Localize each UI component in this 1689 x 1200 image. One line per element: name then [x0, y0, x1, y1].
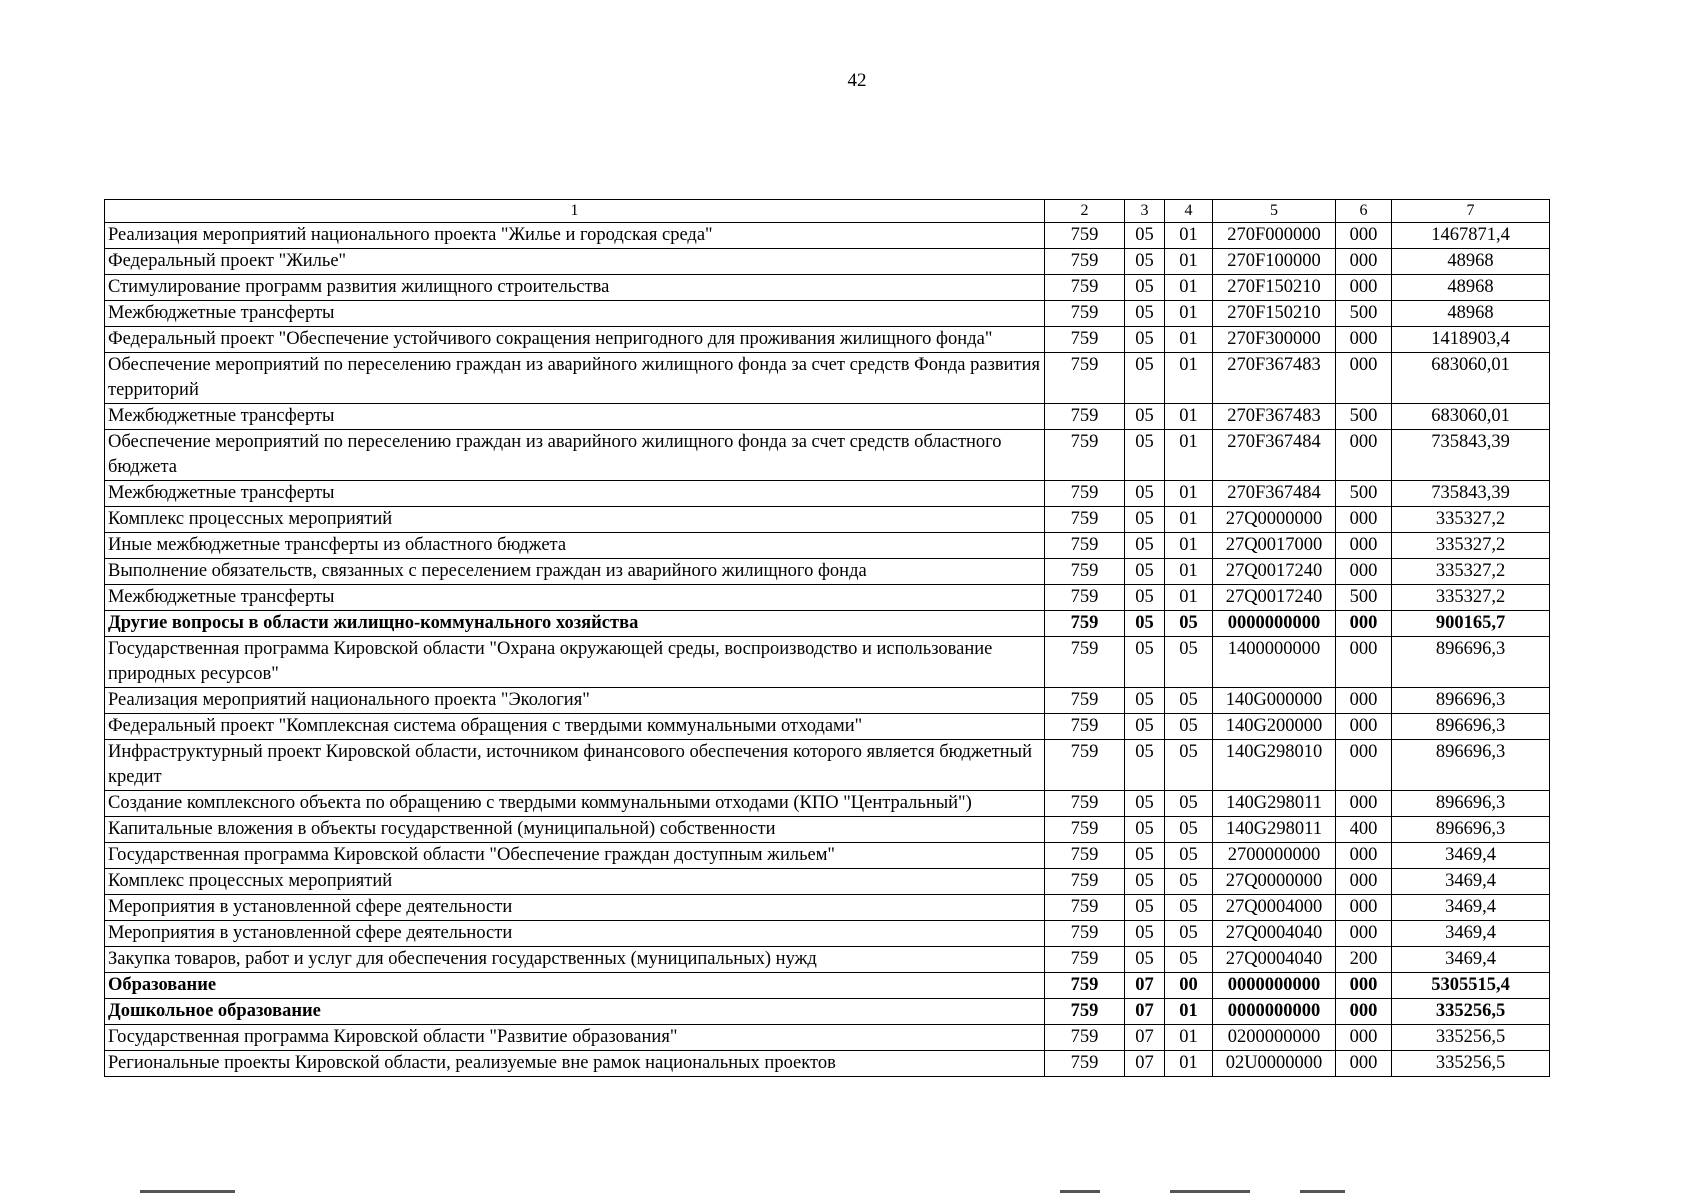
row-col2: 759: [1045, 843, 1125, 869]
row-col3: 05: [1125, 817, 1165, 843]
row-col3: 07: [1125, 1051, 1165, 1077]
row-col5: 0000000000: [1213, 611, 1336, 637]
table-row: [105, 637, 1550, 688]
row-col7: 3469,4: [1392, 869, 1550, 895]
row-col6: 000: [1336, 1025, 1392, 1051]
row-col4: 01: [1165, 1051, 1213, 1077]
row-name: Обеспечение мероприятий по переселению граждан из аварийного жилищного фонда за счет средств областного бюджета: [105, 430, 1045, 481]
row-col2: 759: [1045, 404, 1125, 430]
row-col7: 896696,3: [1392, 791, 1550, 817]
row-name: Комплекс процессных мероприятий: [105, 507, 1045, 533]
row-col2: 759: [1045, 533, 1125, 559]
row-col3: 05: [1125, 430, 1165, 481]
row-col4: 01: [1165, 481, 1213, 507]
row-name: Федеральный проект "Обеспечение устойчивого сокращения непригодного для проживания жилищного фонда": [105, 327, 1045, 353]
row-col7: 1418903,4: [1392, 327, 1550, 353]
row-col4: 05: [1165, 817, 1213, 843]
row-name: Реализация мероприятий национального проекта "Жилье и городская среда": [105, 223, 1045, 249]
row-col3: 05: [1125, 249, 1165, 275]
row-col2: 759: [1045, 327, 1125, 353]
row-col3: 05: [1125, 481, 1165, 507]
row-col3: 05: [1125, 843, 1165, 869]
row-col3: 05: [1125, 353, 1165, 404]
row-col5: 0000000000: [1213, 999, 1336, 1025]
row-col2: 759: [1045, 249, 1125, 275]
row-col5: 27Q0004040: [1213, 947, 1336, 973]
row-name: Комплекс процессных мероприятий: [105, 869, 1045, 895]
row-col2: 759: [1045, 740, 1125, 791]
row-col2: 759: [1045, 507, 1125, 533]
row-col4: 01: [1165, 430, 1213, 481]
row-col2: 759: [1045, 637, 1125, 688]
row-name: Капитальные вложения в объекты государственной (муниципальной) собственности: [105, 817, 1045, 843]
row-col2: 759: [1045, 430, 1125, 481]
table-row: [105, 275, 1550, 301]
row-col6: 000: [1336, 430, 1392, 481]
row-col5: 27Q0017240: [1213, 585, 1336, 611]
row-col7: 735843,39: [1392, 481, 1550, 507]
row-col7: 335327,2: [1392, 507, 1550, 533]
row-col6: 000: [1336, 688, 1392, 714]
row-col5: 27Q0000000: [1213, 869, 1336, 895]
row-col7: 896696,3: [1392, 637, 1550, 688]
row-col5: 1400000000: [1213, 637, 1336, 688]
column-header-2: 2: [1045, 200, 1125, 223]
row-col6: 000: [1336, 740, 1392, 791]
row-name: Межбюджетные трансферты: [105, 404, 1045, 430]
row-col5: 140G200000: [1213, 714, 1336, 740]
row-col4: 01: [1165, 327, 1213, 353]
row-col7: 1467871,4: [1392, 223, 1550, 249]
row-col7: 900165,7: [1392, 611, 1550, 637]
row-col7: 5305515,4: [1392, 973, 1550, 999]
row-col7: 335256,5: [1392, 1051, 1550, 1077]
row-col6: 000: [1336, 249, 1392, 275]
row-col5: 0200000000: [1213, 1025, 1336, 1051]
row-col7: 896696,3: [1392, 688, 1550, 714]
table-row: [105, 430, 1550, 481]
row-col4: 01: [1165, 301, 1213, 327]
column-header-3: 3: [1125, 200, 1165, 223]
row-col4: 05: [1165, 791, 1213, 817]
row-col2: 759: [1045, 559, 1125, 585]
table-row: [105, 817, 1550, 843]
row-col6: 000: [1336, 327, 1392, 353]
table-row: [105, 249, 1550, 275]
row-col7: 48968: [1392, 275, 1550, 301]
row-col2: 759: [1045, 1025, 1125, 1051]
row-col5: 27Q0004000: [1213, 895, 1336, 921]
table-row: [105, 895, 1550, 921]
row-name: Мероприятия в установленной сфере деятельности: [105, 921, 1045, 947]
row-col6: 000: [1336, 507, 1392, 533]
row-col5: 270F300000: [1213, 327, 1336, 353]
row-col7: 3469,4: [1392, 947, 1550, 973]
row-col6: 000: [1336, 869, 1392, 895]
table-row: [105, 481, 1550, 507]
table-row: [105, 1051, 1550, 1077]
row-col2: 759: [1045, 714, 1125, 740]
row-col4: 05: [1165, 895, 1213, 921]
row-col4: 01: [1165, 404, 1213, 430]
row-col7: 3469,4: [1392, 843, 1550, 869]
table-row: [105, 533, 1550, 559]
row-col3: 05: [1125, 559, 1165, 585]
row-col4: 01: [1165, 223, 1213, 249]
row-col3: 05: [1125, 275, 1165, 301]
row-col3: 05: [1125, 688, 1165, 714]
row-col5: 140G000000: [1213, 688, 1336, 714]
row-col3: 05: [1125, 404, 1165, 430]
row-col4: 05: [1165, 637, 1213, 688]
row-col5: 270F150210: [1213, 301, 1336, 327]
table-body: [105, 223, 1550, 1077]
row-col4: 05: [1165, 740, 1213, 791]
column-header-7: 7: [1392, 200, 1550, 223]
row-col6: 400: [1336, 817, 1392, 843]
row-col5: 140G298010: [1213, 740, 1336, 791]
row-col5: 140G298011: [1213, 817, 1336, 843]
budget-table: [104, 199, 1550, 1077]
row-col5: 2700000000: [1213, 843, 1336, 869]
row-name: Иные межбюджетные трансферты из областного бюджета: [105, 533, 1045, 559]
row-col5: 270F367484: [1213, 430, 1336, 481]
table-row: [105, 973, 1550, 999]
row-col6: 500: [1336, 404, 1392, 430]
row-col6: 000: [1336, 559, 1392, 585]
row-col7: 735843,39: [1392, 430, 1550, 481]
row-col3: 07: [1125, 973, 1165, 999]
row-col7: 335327,2: [1392, 585, 1550, 611]
row-col6: 000: [1336, 1051, 1392, 1077]
row-col4: 01: [1165, 999, 1213, 1025]
row-col5: 02U0000000: [1213, 1051, 1336, 1077]
row-col3: 05: [1125, 637, 1165, 688]
row-col7: 683060,01: [1392, 353, 1550, 404]
row-col4: 01: [1165, 533, 1213, 559]
row-col5: 270F100000: [1213, 249, 1336, 275]
row-col2: 759: [1045, 895, 1125, 921]
row-col3: 05: [1125, 611, 1165, 637]
row-name: Другие вопросы в области жилищно-коммунального хозяйства: [105, 611, 1045, 637]
row-col4: 05: [1165, 921, 1213, 947]
scan-edge-marks: [0, 1190, 1689, 1200]
row-name: Государственная программа Кировской области "Развитие образования": [105, 1025, 1045, 1051]
row-col4: 01: [1165, 275, 1213, 301]
row-col2: 759: [1045, 611, 1125, 637]
row-col7: 335256,5: [1392, 1025, 1550, 1051]
row-col2: 759: [1045, 999, 1125, 1025]
header-row: [105, 200, 1550, 223]
row-col6: 000: [1336, 637, 1392, 688]
row-col2: 759: [1045, 481, 1125, 507]
row-col4: 01: [1165, 1025, 1213, 1051]
row-col2: 759: [1045, 947, 1125, 973]
row-name: Закупка товаров, работ и услуг для обеспечения государственных (муниципальных) нужд: [105, 947, 1045, 973]
table-row: [105, 585, 1550, 611]
table-row: [105, 353, 1550, 404]
row-col4: 01: [1165, 507, 1213, 533]
row-col3: 05: [1125, 533, 1165, 559]
row-col5: 270F150210: [1213, 275, 1336, 301]
row-col3: 05: [1125, 327, 1165, 353]
row-col6: 000: [1336, 353, 1392, 404]
row-col2: 759: [1045, 688, 1125, 714]
table-row: [105, 404, 1550, 430]
row-name: Федеральный проект "Жилье": [105, 249, 1045, 275]
row-col2: 759: [1045, 353, 1125, 404]
row-col5: 27Q0000000: [1213, 507, 1336, 533]
row-col7: 896696,3: [1392, 817, 1550, 843]
row-col3: 05: [1125, 895, 1165, 921]
row-col6: 000: [1336, 895, 1392, 921]
row-col3: 05: [1125, 301, 1165, 327]
row-col6: 000: [1336, 843, 1392, 869]
table-row: [105, 559, 1550, 585]
row-name: Мероприятия в установленной сфере деятельности: [105, 895, 1045, 921]
row-col7: 48968: [1392, 301, 1550, 327]
row-col2: 759: [1045, 921, 1125, 947]
row-col6: 000: [1336, 611, 1392, 637]
row-col4: 01: [1165, 353, 1213, 404]
table-row: [105, 999, 1550, 1025]
table-row: [105, 507, 1550, 533]
row-col5: 140G298011: [1213, 791, 1336, 817]
table-row: [105, 223, 1550, 249]
row-col4: 00: [1165, 973, 1213, 999]
row-col6: 200: [1336, 947, 1392, 973]
row-name: Создание комплексного объекта по обращению с твердыми коммунальными отходами (КПО "Центральный"): [105, 791, 1045, 817]
row-col7: 48968: [1392, 249, 1550, 275]
row-col7: 683060,01: [1392, 404, 1550, 430]
table-row: [105, 611, 1550, 637]
row-name: Стимулирование программ развития жилищного строительства: [105, 275, 1045, 301]
row-col3: 05: [1125, 740, 1165, 791]
row-col6: 000: [1336, 223, 1392, 249]
row-col6: 000: [1336, 275, 1392, 301]
row-name: Межбюджетные трансферты: [105, 301, 1045, 327]
column-header-4: 4: [1165, 200, 1213, 223]
row-col2: 759: [1045, 585, 1125, 611]
column-header-6: 6: [1336, 200, 1392, 223]
row-col4: 05: [1165, 688, 1213, 714]
row-col4: 05: [1165, 714, 1213, 740]
column-header-1: 1: [105, 200, 1045, 223]
row-col2: 759: [1045, 1051, 1125, 1077]
row-col6: 000: [1336, 999, 1392, 1025]
row-col2: 759: [1045, 223, 1125, 249]
row-col4: 01: [1165, 559, 1213, 585]
row-col6: 000: [1336, 791, 1392, 817]
row-col5: 270F000000: [1213, 223, 1336, 249]
row-name: Межбюджетные трансферты: [105, 585, 1045, 611]
row-col5: 270F367483: [1213, 404, 1336, 430]
row-col2: 759: [1045, 869, 1125, 895]
row-col7: 335327,2: [1392, 559, 1550, 585]
table-row: [105, 947, 1550, 973]
row-col6: 000: [1336, 973, 1392, 999]
row-name: Реализация мероприятий национального проекта "Экология": [105, 688, 1045, 714]
row-col7: 3469,4: [1392, 895, 1550, 921]
row-col7: 335327,2: [1392, 533, 1550, 559]
row-col4: 01: [1165, 585, 1213, 611]
row-col2: 759: [1045, 973, 1125, 999]
row-col7: 896696,3: [1392, 714, 1550, 740]
row-col5: 270F367483: [1213, 353, 1336, 404]
page-number: 42: [847, 70, 867, 91]
row-col3: 05: [1125, 791, 1165, 817]
table-row: [105, 688, 1550, 714]
row-col2: 759: [1045, 791, 1125, 817]
row-col3: 05: [1125, 507, 1165, 533]
row-col2: 759: [1045, 301, 1125, 327]
row-col7: 335256,5: [1392, 999, 1550, 1025]
row-col5: 270F367484: [1213, 481, 1336, 507]
row-name: Региональные проекты Кировской области, реализуемые вне рамок национальных проектов: [105, 1051, 1045, 1077]
table-row: [105, 301, 1550, 327]
row-col3: 07: [1125, 1025, 1165, 1051]
table-row: [105, 869, 1550, 895]
row-name: Обеспечение мероприятий по переселению граждан из аварийного жилищного фонда за счет средств Фонда развития территорий: [105, 353, 1045, 404]
row-col3: 05: [1125, 869, 1165, 895]
table-row: [105, 327, 1550, 353]
row-col3: 05: [1125, 921, 1165, 947]
table-row: [105, 740, 1550, 791]
table-row: [105, 843, 1550, 869]
row-col5: 27Q0017240: [1213, 559, 1336, 585]
row-col2: 759: [1045, 817, 1125, 843]
row-col3: 05: [1125, 585, 1165, 611]
row-col5: 27Q0017000: [1213, 533, 1336, 559]
row-name: Инфраструктурный проект Кировской области, источником финансового обеспечения которого является бюджетный кредит: [105, 740, 1045, 791]
row-col5: 27Q0004040: [1213, 921, 1336, 947]
column-header-5: 5: [1213, 200, 1336, 223]
table-row: [105, 921, 1550, 947]
row-col3: 05: [1125, 714, 1165, 740]
row-col3: 05: [1125, 947, 1165, 973]
row-col2: 759: [1045, 275, 1125, 301]
row-name: Государственная программа Кировской области "Обеспечение граждан доступным жильем": [105, 843, 1045, 869]
row-col3: 07: [1125, 999, 1165, 1025]
row-name: Государственная программа Кировской области "Охрана окружающей среды, воспроизводство и использование природных ресурсов": [105, 637, 1045, 688]
row-col4: 05: [1165, 611, 1213, 637]
row-name: Образование: [105, 973, 1045, 999]
table-row: [105, 714, 1550, 740]
row-name: Межбюджетные трансферты: [105, 481, 1045, 507]
row-col5: 0000000000: [1213, 973, 1336, 999]
row-col7: 896696,3: [1392, 740, 1550, 791]
row-col6: 500: [1336, 301, 1392, 327]
row-col6: 500: [1336, 481, 1392, 507]
row-col4: 05: [1165, 947, 1213, 973]
row-name: Федеральный проект "Комплексная система обращения с твердыми коммунальными отходами": [105, 714, 1045, 740]
row-col4: 01: [1165, 249, 1213, 275]
row-col7: 3469,4: [1392, 921, 1550, 947]
row-col6: 000: [1336, 921, 1392, 947]
row-col6: 000: [1336, 533, 1392, 559]
table-row: [105, 1025, 1550, 1051]
row-col6: 000: [1336, 714, 1392, 740]
row-col4: 05: [1165, 869, 1213, 895]
row-name: Дошкольное образование: [105, 999, 1045, 1025]
table-row: [105, 791, 1550, 817]
row-col6: 500: [1336, 585, 1392, 611]
row-col4: 05: [1165, 843, 1213, 869]
row-name: Выполнение обязательств, связанных с переселением граждан из аварийного жилищного фонда: [105, 559, 1045, 585]
row-col3: 05: [1125, 223, 1165, 249]
